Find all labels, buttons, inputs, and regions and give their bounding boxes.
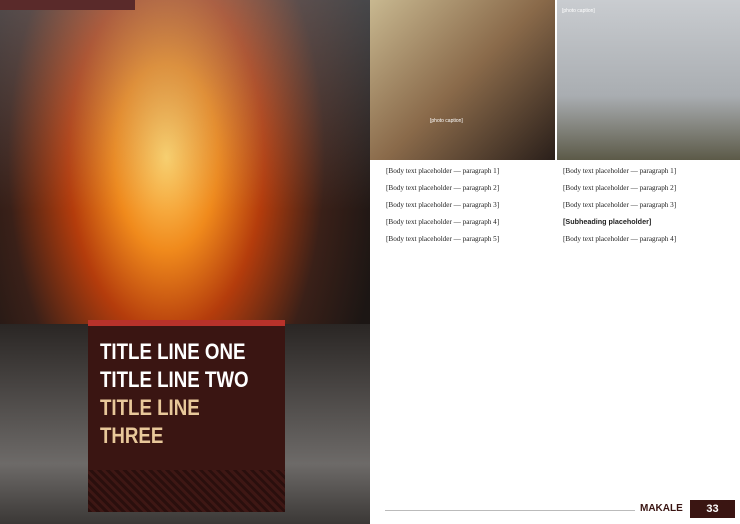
page-footer <box>370 500 740 524</box>
photo-right <box>557 0 740 160</box>
paragraph: [Body text placeholder — paragraph 4] <box>563 235 677 243</box>
title-line: TITLE LINE <box>100 395 200 420</box>
paragraph: [Body text placeholder — paragraph 5] <box>386 235 500 243</box>
photo-caption: [photo caption] <box>562 8 595 14</box>
top-bar <box>0 0 135 10</box>
title-box <box>88 320 285 470</box>
paragraph: [Body text placeholder — paragraph 2] <box>563 184 677 192</box>
text-column-2 <box>563 166 731 251</box>
paragraph: [Body text placeholder — paragraph 2] <box>386 184 500 192</box>
paragraph: [Body text placeholder — paragraph 4] <box>386 218 500 226</box>
footer-rule <box>385 510 635 511</box>
page-number: 33 <box>690 500 735 518</box>
decorative-pattern <box>88 470 285 512</box>
title-line: TITLE LINE TWO <box>100 367 249 392</box>
photo-caption: [photo caption] <box>430 118 463 124</box>
sky <box>0 0 370 210</box>
text-column-1 <box>386 166 554 251</box>
paragraph: [Body text placeholder — paragraph 1] <box>386 167 500 175</box>
title-line: TITLE LINE ONE <box>100 339 246 364</box>
paragraph: [Body text placeholder — paragraph 3] <box>386 201 500 209</box>
section-label: MAKALE <box>640 503 683 514</box>
title-line: THREE <box>100 423 164 448</box>
subheading: [Subheading placeholder] <box>563 217 652 226</box>
paragraph: [Body text placeholder — paragraph 1] <box>563 167 677 175</box>
paragraph: [Body text placeholder — paragraph 3] <box>563 201 677 209</box>
photo-left <box>370 0 555 160</box>
